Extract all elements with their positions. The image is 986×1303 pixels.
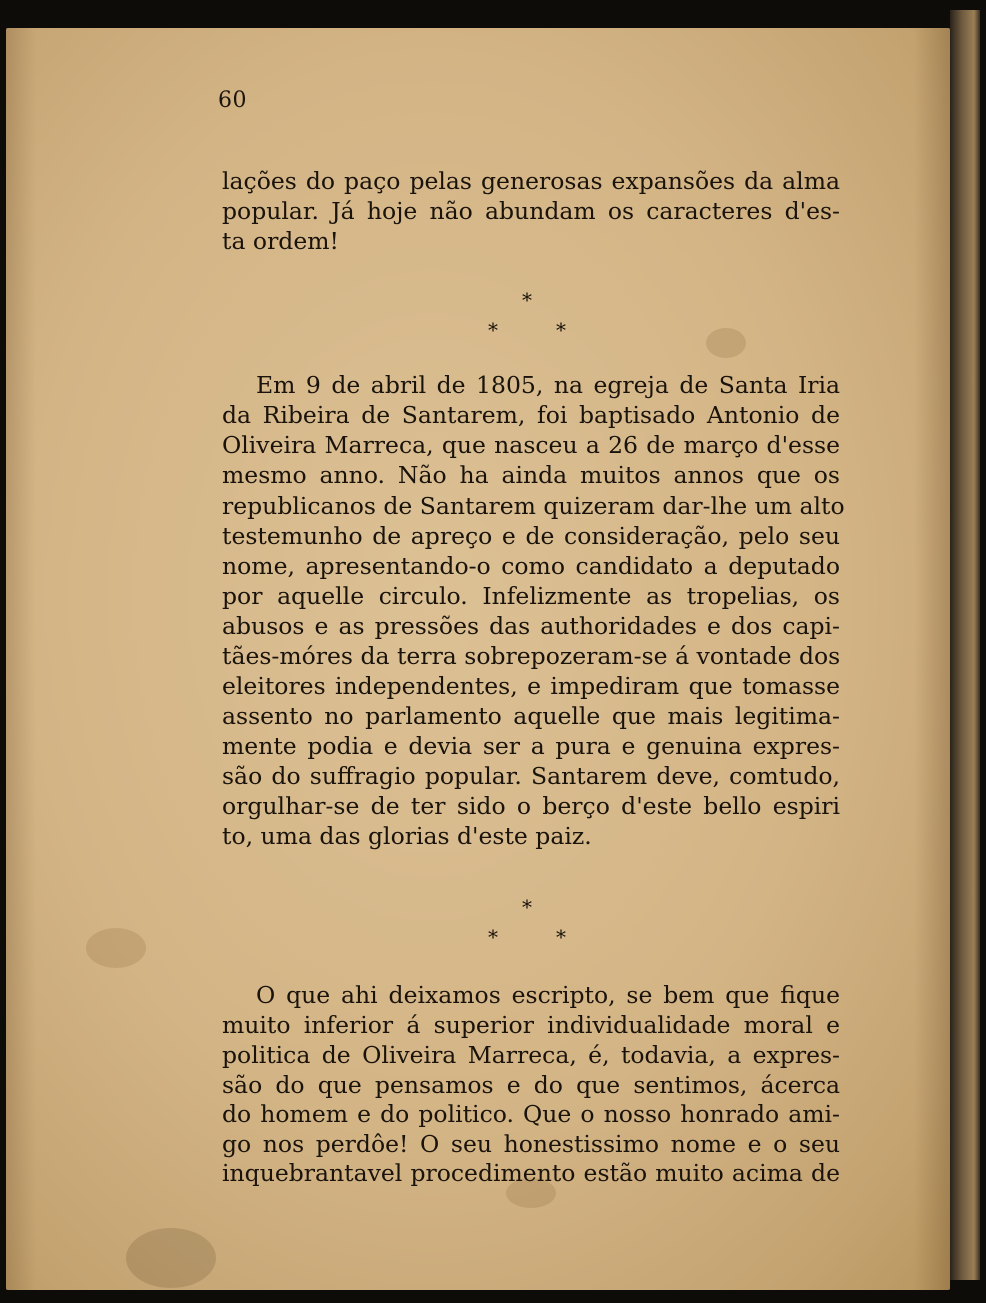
text-line: popular. Já hoje não abundam os caracteres d'es- bbox=[222, 197, 840, 225]
text-line: lações do paço pelas generosas expansões da alma bbox=[222, 167, 840, 195]
adjacent-page-edge bbox=[950, 10, 980, 1280]
text-line: testemunho de apreço e de consideração, pelo seu bbox=[222, 522, 840, 550]
text-line: mente podia e devia ser a pura e genuina expres- bbox=[222, 732, 840, 760]
text-line: ta ordem! bbox=[222, 227, 339, 255]
text-line: tães-móres da terra sobrepozeram-se á vontade dos bbox=[222, 642, 841, 670]
text-line: orgulhar-se de ter sido o berço d'este bello espiri bbox=[222, 792, 840, 820]
asterisk-glyph: * bbox=[556, 318, 566, 342]
asterisk-glyph: * bbox=[522, 895, 532, 919]
text-line: Em 9 de abril de 1805, na egreja de Santa Iria bbox=[256, 371, 840, 399]
text-line: go nos perdôe! O seu honestissimo nome e o seu bbox=[222, 1130, 840, 1158]
text-line: são do suffragio popular. Santarem deve, comtudo, bbox=[222, 762, 840, 790]
text-line: Oliveira Marreca, que nasceu a 26 de março d'esse bbox=[222, 431, 840, 459]
text-line: são do que pensamos e do que sentimos, ácerca bbox=[222, 1071, 840, 1099]
asterisk-glyph: * bbox=[556, 925, 566, 949]
text-line: do homem e do politico. Que o nosso honrado ami- bbox=[222, 1100, 840, 1128]
asterisk-glyph: * bbox=[488, 925, 498, 949]
text-line: eleitores independentes, e impediram que tomasse bbox=[222, 672, 840, 700]
page-number: 60 bbox=[218, 88, 247, 113]
text-line: por aquelle circulo. Infelizmente as tropelias, os bbox=[222, 582, 840, 610]
asterisk-glyph: * bbox=[522, 288, 532, 312]
text-line: nome, apresentando-o como candidato a deputado bbox=[222, 552, 840, 580]
asterisk-glyph: * bbox=[488, 318, 498, 342]
text-line: republicanos de Santarem quizeram dar-lhe um alto bbox=[222, 492, 845, 520]
text-line: mesmo anno. Não ha ainda muitos annos que os bbox=[222, 461, 840, 489]
text-line: O que ahi deixamos escripto, se bem que fique bbox=[256, 981, 840, 1009]
text-line: da Ribeira de Santarem, foi baptisado Antonio de bbox=[222, 401, 840, 429]
text-line: muito inferior á superior individualidade moral e bbox=[222, 1011, 840, 1039]
text-line: to, uma das glorias d'este paiz. bbox=[222, 822, 592, 850]
text-line: inquebrantavel procedimento estão muito acima de bbox=[222, 1159, 840, 1187]
text-line: politica de Oliveira Marreca, é, todavia, a expres- bbox=[222, 1041, 840, 1069]
text-line: assento no parlamento aquelle que mais legitima- bbox=[222, 702, 840, 730]
text-line: abusos e as pressões das authoridades e dos capi- bbox=[222, 612, 840, 640]
